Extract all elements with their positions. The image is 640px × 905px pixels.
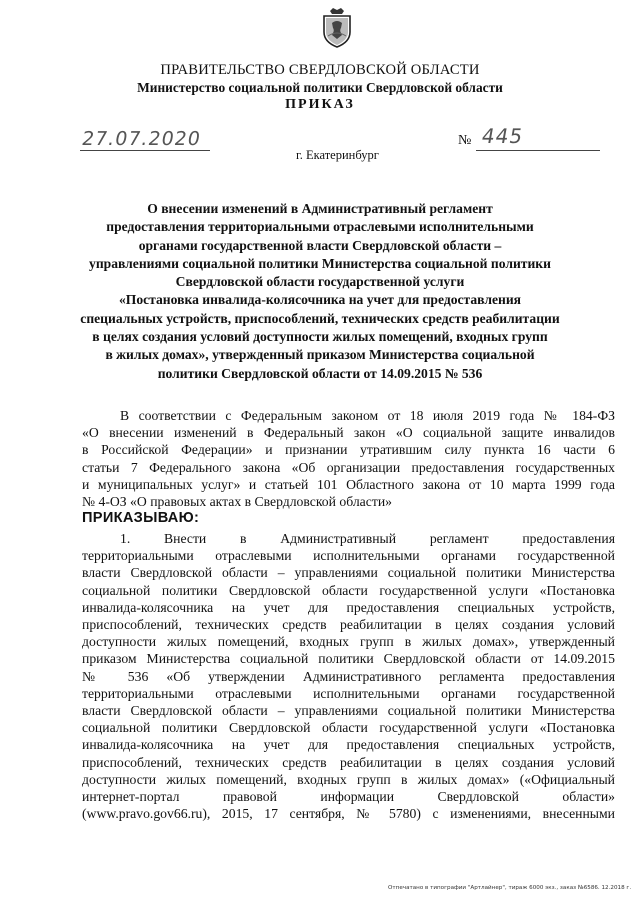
number-underline <box>476 150 600 151</box>
item-1-paragraph <box>82 530 615 822</box>
government-name: ПРАВИТЕЛЬСТВО СВЕРДЛОВСКОЙ ОБЛАСТИ <box>160 62 480 78</box>
text-line: интернет-портал правовой информации Свердловской области» <box>82 789 615 805</box>
title-line: в жилых домах», утвержденный приказом Министерства социальной <box>105 347 535 363</box>
text-line: приказом Министерства социальной политики Свердловской области от 14.09.2015 <box>82 651 615 667</box>
handwritten-date: 27.07.2020 <box>80 128 203 150</box>
text-line: власти Свердловской области – управлениями социальной политики Министерства <box>82 703 615 719</box>
document-type: ПРИКАЗ <box>285 97 355 112</box>
coat-of-arms-emblem <box>320 8 354 48</box>
handwritten-number: 445 <box>479 124 526 148</box>
date-underline <box>80 150 210 151</box>
title-line: управлениями социальной политики Министерства социальной политики <box>89 255 551 271</box>
text-line: территориальными отраслевыми исполнительными органами государственной <box>82 685 615 701</box>
text-line: социальной политики Свердловской области государственной услуги «Постановка <box>82 582 615 598</box>
text-line: власти Свердловской области – управлениями социальной политики Министерства <box>82 565 615 581</box>
text-line: «О внесении изменений в Федеральный закон «О социальной защите инвалидов <box>82 425 615 441</box>
text-line: № 536 «Об утверждении Административного регламента предоставления <box>82 668 615 684</box>
text-line: социальной политики Свердловской области государственной услуги «Постановка <box>82 720 615 736</box>
title-line: органами государственной власти Свердловской области – <box>138 237 502 253</box>
print-footer: Отпечатано в типографии "Артлайнер", тираж 6000 экз., заказ №6586. 12.2018 г. <box>388 885 632 891</box>
title-line: специальных устройств, приспособлений, технических средств реабилитации <box>80 310 560 326</box>
order-title <box>40 200 600 383</box>
text-line: В соответствии с Федеральным законом от 18 июля 2019 года № 184-ФЗ <box>120 408 615 423</box>
title-line: в целях создания условий доступности жилых помещений, входных групп <box>92 329 548 345</box>
text-line: доступности жилых помещений, входных групп в жилых домах», утвержденный <box>82 634 615 650</box>
city-name: г. Екатеринбург <box>296 148 379 162</box>
title-line: Свердловской области государственной услуги <box>175 274 465 290</box>
text-line: в Российской Федерации» и признании утратившим силу пункта 16 части 6 <box>82 442 615 458</box>
text-line: статьи 7 Федерального закона «Об организации предоставления государственных <box>82 459 615 475</box>
text-line: доступности жилых помещений, входных групп в жилых домах» («Официальный <box>82 771 615 787</box>
text-line: № 4-ОЗ «О правовых актах в Свердловской области» <box>82 494 392 510</box>
text-line: 1. Внести в Административный регламент предоставления <box>120 531 615 546</box>
text-line: территориальными отраслевыми исполнительными органами государственной <box>82 548 615 564</box>
preamble-paragraph <box>82 407 615 510</box>
title-line: предоставления территориальными отраслевыми исполнительными <box>106 219 534 235</box>
ministry-name: Министерство социальной политики Свердловской области <box>137 80 503 95</box>
text-line: приспособлений, технических средств реабилитации в целях создания условий <box>82 617 615 633</box>
text-line: и муниципальных услуг» и статьей 101 Областного закона от 10 марта 1999 года <box>82 476 615 492</box>
title-line: политики Свердловской области от 14.09.2015 № 536 <box>157 365 483 381</box>
title-line: О внесении изменений в Административный регламент <box>147 201 493 216</box>
text-line: (www.pravo.gov66.ru), 2015, 17 сентября, № 5780) с изменениями, внесенными <box>82 806 615 822</box>
title-line: «Постановка инвалида-колясочника на учет для предоставления <box>118 292 522 308</box>
text-line: приспособлений, технических средств реабилитации в целях создания условий <box>82 754 615 770</box>
text-line: инвалида-колясочника на учет для предоставления специальных устройств, <box>82 599 615 615</box>
orders-heading: ПРИКАЗЫВАЮ: <box>82 510 200 526</box>
text-line: инвалида-колясочника на учет для предоставления специальных устройств, <box>82 737 615 753</box>
number-label: № <box>458 133 472 148</box>
